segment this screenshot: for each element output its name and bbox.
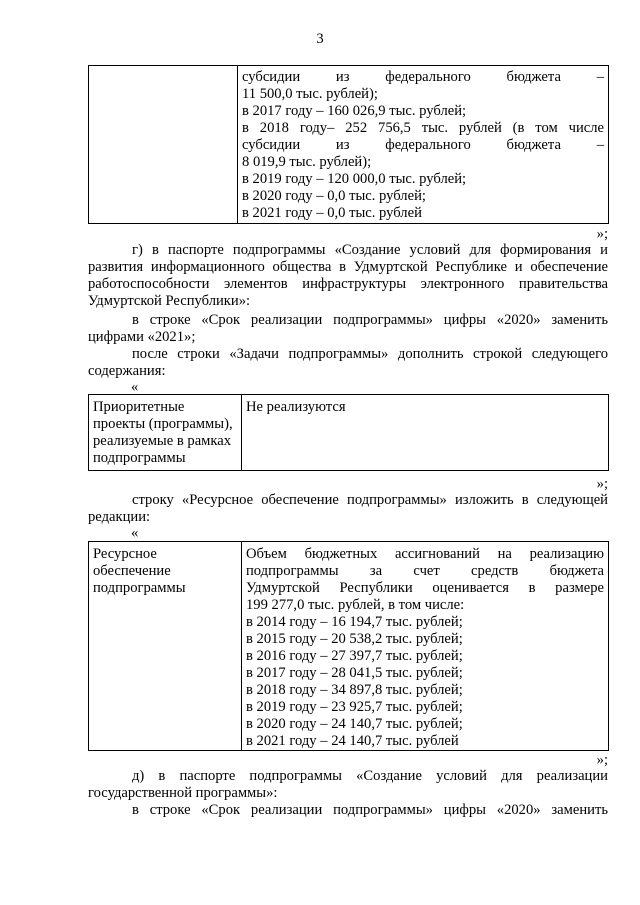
table3-label-line: обеспечение [93, 563, 171, 579]
table2-label-line: проекты (программы), [93, 416, 233, 432]
paragraph-line: в строке «Срок реализации подпрограммы» цифры «2020» заменить [132, 312, 608, 328]
table3-value-line: в 2016 году – 27 397,7 тыс. рублей; [246, 648, 463, 664]
paragraph-srok [88, 312, 608, 346]
table1-line: в 2018 году– 252 756,5 тыс. рублей (в том числе [242, 120, 604, 136]
table3-value-cell [242, 542, 609, 751]
table1-line: в 2019 году – 120 000,0 тыс. рублей; [242, 171, 467, 187]
paragraph-line: в строке «Срок реализации подпрограммы» цифры «2020» заменить [132, 802, 608, 818]
paragraph-stroku [88, 492, 608, 526]
table1-line: 8 019,9 тыс. рублей); [242, 154, 372, 170]
opening-quote: « [131, 525, 139, 541]
table3-value-line: в 2020 году – 24 140,7 тыс. рублей; [246, 716, 463, 732]
table3-value-line: 199 277,0 тыс. рублей, в том числе: [246, 597, 465, 613]
closing-quote: »; [596, 476, 608, 492]
table2-value: Не реализуются [246, 399, 346, 415]
table3-label-cell [89, 542, 242, 751]
table3-value-line: в 2014 году – 16 194,7 тыс. рублей; [246, 614, 463, 630]
paragraph-line: строку «Ресурсное обеспечение подпрограммы» изложить в следующей [132, 492, 608, 508]
paragraph-line: государственной программы»: [88, 785, 278, 801]
funding-table-continuation [88, 65, 609, 224]
paragraph-line: г) в паспорте подпрограммы «Создание условий для формирования и [132, 242, 608, 258]
table3-value-line: в 2017 году – 28 041,5 тыс. рублей; [246, 665, 463, 681]
paragraph-g [88, 242, 608, 310]
paragraph-last [88, 802, 608, 819]
table1-line: 11 500,0 тыс. рублей); [242, 86, 378, 102]
table2-label-line: Приоритетные [93, 399, 185, 415]
paragraph-line: цифрами «2021»; [88, 329, 196, 345]
table1-line: в 2021 году – 0,0 тыс. рублей [242, 205, 422, 221]
table2-label-cell [89, 395, 242, 471]
opening-quote: « [131, 379, 139, 395]
closing-quote: »; [596, 226, 608, 242]
table3-label-line: Ресурсное [93, 546, 157, 562]
paragraph-line: редакции: [88, 509, 151, 525]
table3-value-line: в 2015 году – 20 538,2 тыс. рублей; [246, 631, 463, 647]
paragraph-line: Удмуртской Республики»: [88, 293, 251, 309]
table1-value-cell [238, 66, 609, 224]
table1-line: в 2017 году – 160 026,9 тыс. рублей; [242, 103, 467, 119]
table3-value-line: в 2021 году – 24 140,7 тыс. рублей [246, 733, 459, 749]
paragraph-posle [88, 346, 608, 380]
paragraph-line: работоспособности элементов инфраструктуры электронного правительства [88, 276, 608, 292]
table1-line: субсидии из федерального бюджета – [242, 69, 604, 85]
paragraph-line: д) в паспорте подпрограммы «Создание условий для реализации [132, 768, 608, 784]
table3-value-line: Объем бюджетных ассигнований на реализацию [246, 546, 604, 562]
paragraph-line: содержания: [88, 363, 166, 379]
table3-label-line: подпрограммы [93, 580, 186, 596]
resource-provision-table [88, 541, 609, 751]
paragraph-d [88, 768, 608, 802]
table2-label-line: подпрограммы [93, 450, 186, 466]
table3-value-line: подпрограммы за счет средств бюджета [246, 563, 604, 579]
priority-projects-table [88, 394, 609, 471]
paragraph-line: развития информационного общества в Удмуртской Республике и обеспечение [88, 259, 608, 275]
table3-value-line: в 2019 году – 23 925,7 тыс. рублей; [246, 699, 463, 715]
table1-line: в 2020 году – 0,0 тыс. рублей; [242, 188, 426, 204]
table1-empty-cell [89, 66, 238, 224]
table1-line: субсидии из федерального бюджета – [242, 137, 604, 153]
table2-label-line: реализуемые в рамках [93, 433, 232, 449]
table2-value-cell [242, 395, 609, 471]
page-number: 3 [316, 31, 324, 47]
table3-value-line: Удмуртской Республики оценивается в размере [246, 580, 604, 596]
closing-quote: »; [596, 752, 608, 768]
table3-value-line: в 2018 году – 34 897,8 тыс. рублей; [246, 682, 463, 698]
paragraph-line: после строки «Задачи подпрограммы» дополнить строкой следующего [132, 346, 608, 362]
